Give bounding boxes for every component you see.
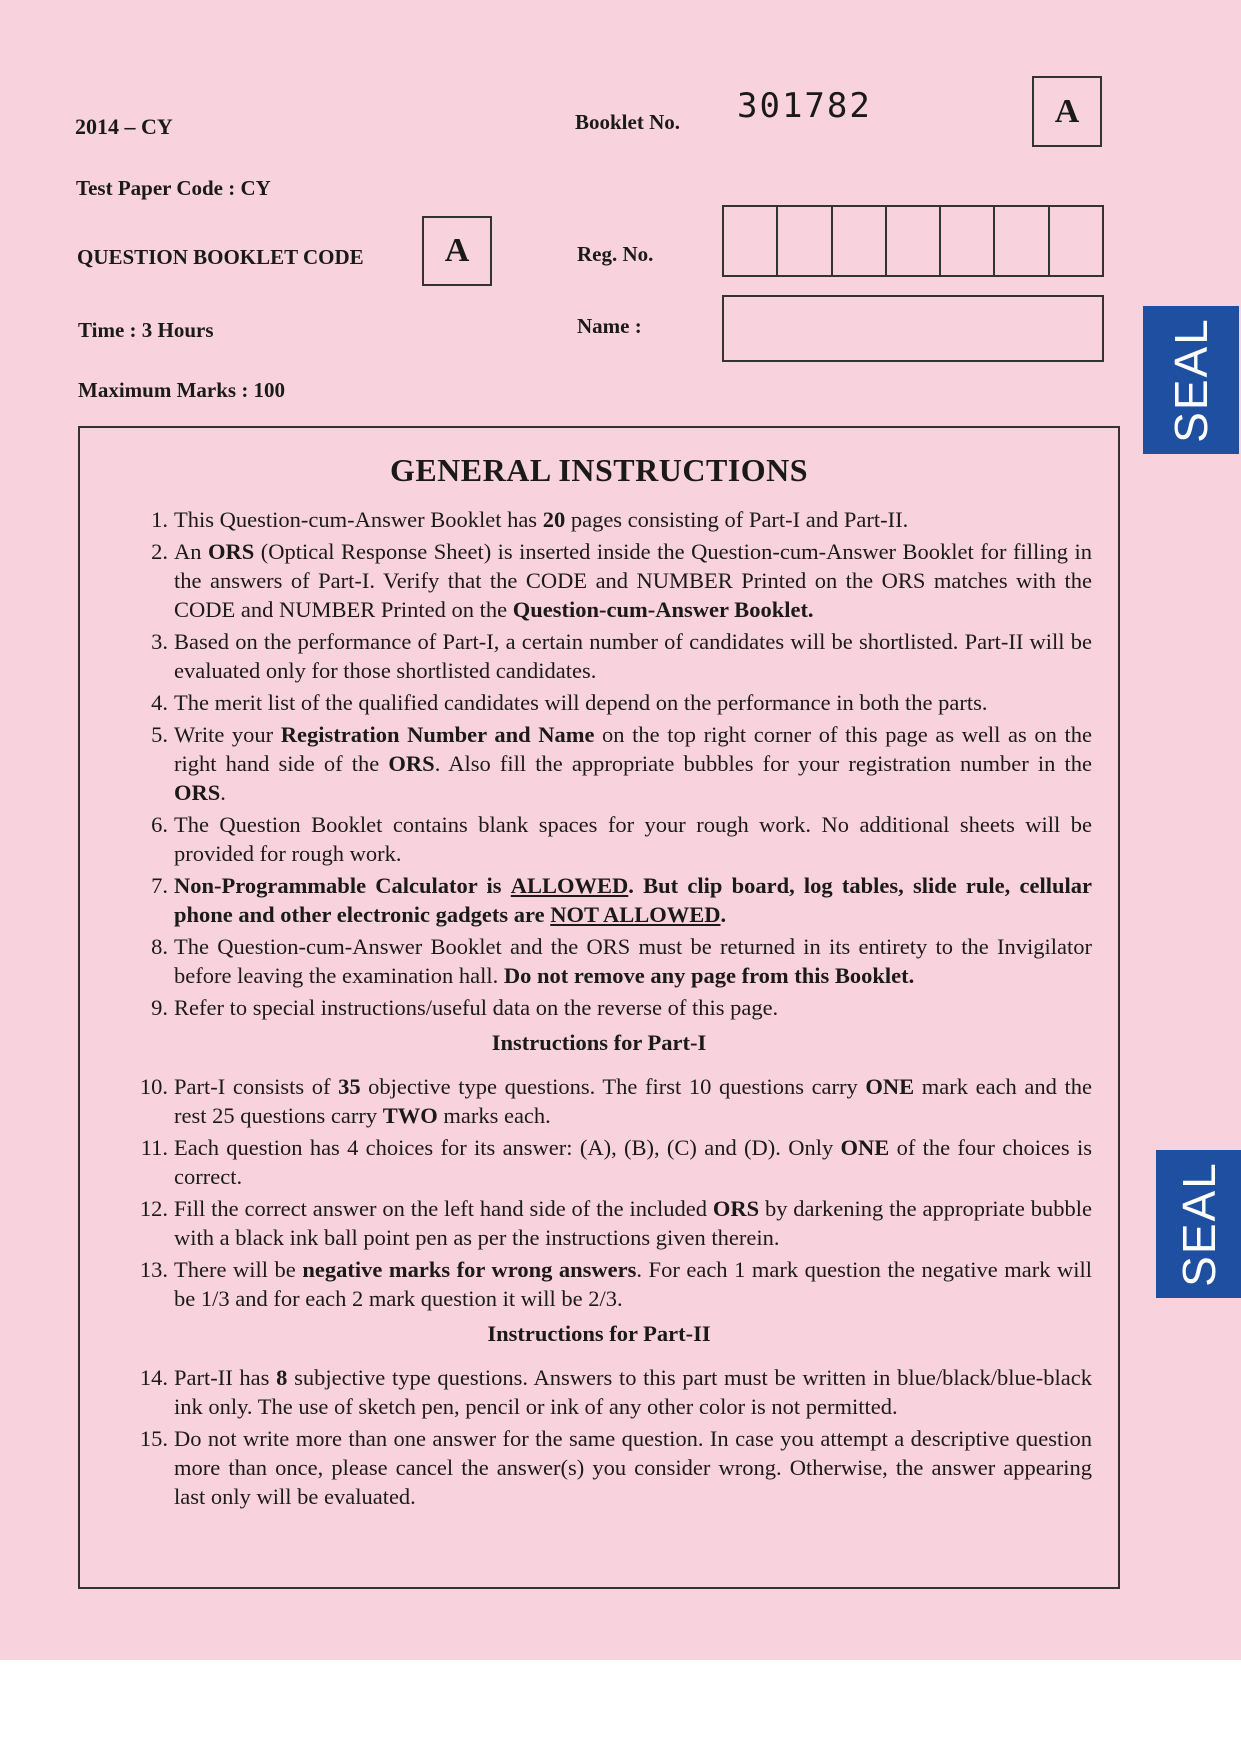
instruction-number: 8. bbox=[151, 934, 168, 959]
instruction-text: Refer to special instructions/useful data on the reverse of this page. bbox=[174, 995, 779, 1020]
instruction-item bbox=[140, 627, 1092, 685]
instruction-number: 11. bbox=[140, 1135, 168, 1160]
instruction-number: 12. bbox=[139, 1196, 168, 1221]
instruction-number: 1. bbox=[151, 507, 168, 532]
instruction-number: 7. bbox=[151, 873, 168, 898]
instruction-text: The Question Booklet contains blank spaces for your rough work. No additional sheets will be provided for rough work. bbox=[174, 812, 1092, 866]
instructions-list-general bbox=[80, 505, 1118, 1022]
instruction-text: Write your Registration Number and Name on the top right corner of this page as well as on the right hand side of the ORS. Also fill the appropriate bubbles for your registration number in the ORS. bbox=[174, 722, 1092, 805]
seal-tab-top bbox=[1143, 306, 1239, 454]
booklet-series-box: A bbox=[1032, 76, 1102, 147]
instruction-number: 14. bbox=[139, 1365, 168, 1390]
instruction-item bbox=[140, 505, 1092, 534]
instruction-text: Non-Programmable Calculator is ALLOWED. But clip board, log tables, slide rule, cellular phone and other electronic gadgets are NOT ALLOWED. bbox=[174, 873, 1092, 927]
instruction-text: Fill the correct answer on the left hand side of the included ORS by darkening the appropriate bubble with a black ink ball point pen as per the instructions given therein. bbox=[174, 1196, 1093, 1250]
reg-no-digit[interactable] bbox=[941, 207, 995, 275]
instruction-text: Do not write more than one answer for the same question. In case you attempt a descriptive question more than once, please cancel the answer(s) you consider wrong. Otherwise, the answer appearing last only will be evaluated. bbox=[174, 1426, 1092, 1509]
booklet-no-label: Booklet No. bbox=[575, 110, 680, 134]
seal-label: SEAL bbox=[1172, 1161, 1225, 1287]
instructions-list-part2 bbox=[80, 1363, 1118, 1511]
seal-tab-bottom bbox=[1156, 1150, 1241, 1298]
instruction-text: The merit list of the qualified candidates will depend on the performance in both the parts. bbox=[174, 690, 988, 715]
reg-no-digit[interactable] bbox=[887, 207, 941, 275]
reg-no-digit[interactable] bbox=[995, 207, 1049, 275]
instruction-item bbox=[140, 871, 1092, 929]
instruction-number: 10. bbox=[139, 1074, 168, 1099]
reg-no-digit[interactable] bbox=[778, 207, 832, 275]
instructions-title: GENERAL INSTRUCTIONS bbox=[389, 452, 809, 488]
instruction-item bbox=[140, 688, 1092, 717]
instruction-item bbox=[140, 1194, 1092, 1252]
instruction-item bbox=[140, 1363, 1092, 1421]
time-label: Time : 3 Hours bbox=[78, 318, 214, 342]
max-marks: Maximum Marks : 100 bbox=[78, 378, 286, 402]
general-instructions-box bbox=[78, 426, 1120, 1589]
instruction-item bbox=[140, 1133, 1092, 1191]
booklet-no-value: 301782 bbox=[737, 86, 872, 126]
test-paper-code: Test Paper Code : CY bbox=[76, 176, 271, 200]
instruction-number: 5. bbox=[151, 722, 168, 747]
name-label: Name : bbox=[577, 314, 642, 338]
instruction-number: 3. bbox=[151, 629, 168, 654]
question-booklet-code-box: A bbox=[422, 216, 492, 286]
reg-no-field[interactable] bbox=[722, 205, 1104, 277]
instruction-number: 9. bbox=[151, 995, 168, 1020]
instruction-item bbox=[140, 932, 1092, 990]
part1-heading: Instructions for Part-I bbox=[491, 1030, 707, 1055]
instruction-number: 6. bbox=[151, 812, 168, 837]
seal-label: SEAL bbox=[1165, 317, 1218, 443]
instruction-number: 15. bbox=[139, 1426, 168, 1451]
instruction-text: Each question has 4 choices for its answer: (A), (B), (C) and (D). Only ONE of the four choices is correct. bbox=[174, 1135, 1092, 1189]
reg-no-digit[interactable] bbox=[1050, 207, 1102, 275]
instruction-number: 13. bbox=[139, 1257, 168, 1282]
instruction-item bbox=[140, 810, 1092, 868]
instruction-text: An ORS (Optical Response Sheet) is inserted inside the Question-cum-Answer Booklet for filling in the answers of Part-I. Verify that the CODE and NUMBER Printed on the ORS matches with the CODE and NUMBER Printed on the Question-cum-Answer Booklet. bbox=[174, 539, 1093, 622]
reg-no-digit[interactable] bbox=[833, 207, 887, 275]
instruction-item bbox=[140, 1072, 1092, 1130]
instruction-item bbox=[140, 537, 1092, 624]
name-field[interactable] bbox=[722, 295, 1104, 362]
instruction-text: Part-II has 8 subjective type questions. Answers to this part must be written in blue/black/blue-black ink only. The use of sketch pen, pencil or ink of any other color is not permitted. bbox=[174, 1365, 1093, 1419]
part2-heading: Instructions for Part-II bbox=[487, 1321, 711, 1346]
instruction-item bbox=[140, 1255, 1092, 1313]
instruction-text: This Question-cum-Answer Booklet has 20 pages consisting of Part-I and Part-II. bbox=[174, 507, 909, 532]
instruction-text: Based on the performance of Part-I, a certain number of candidates will be shortlisted. Part-II will be evaluated only for those shortlisted candidates. bbox=[174, 629, 1092, 683]
instruction-item bbox=[140, 993, 1092, 1022]
year-code: 2014 – CY bbox=[75, 114, 173, 139]
reg-no-digit[interactable] bbox=[724, 207, 778, 275]
instruction-item bbox=[140, 1424, 1092, 1511]
instruction-text: Part-I consists of 35 objective type questions. The first 10 questions carry ONE mark each and the rest 25 questions carry TWO marks each. bbox=[174, 1074, 1093, 1128]
instruction-text: The Question-cum-Answer Booklet and the ORS must be returned in its entirety to the Invigilator before leaving the examination hall. Do not remove any page from this Booklet. bbox=[174, 934, 1092, 988]
reg-no-label: Reg. No. bbox=[577, 242, 654, 266]
instruction-text: There will be negative marks for wrong answers. For each 1 mark question the negative mark will be 1/3 and for each 2 mark question it will be 2/3. bbox=[174, 1257, 1093, 1311]
instruction-number: 2. bbox=[151, 539, 168, 564]
instructions-list-part1 bbox=[80, 1072, 1118, 1313]
instruction-number: 4. bbox=[151, 690, 168, 715]
instruction-item bbox=[140, 720, 1092, 807]
question-booklet-code-label: QUESTION BOOKLET CODE bbox=[77, 245, 364, 269]
